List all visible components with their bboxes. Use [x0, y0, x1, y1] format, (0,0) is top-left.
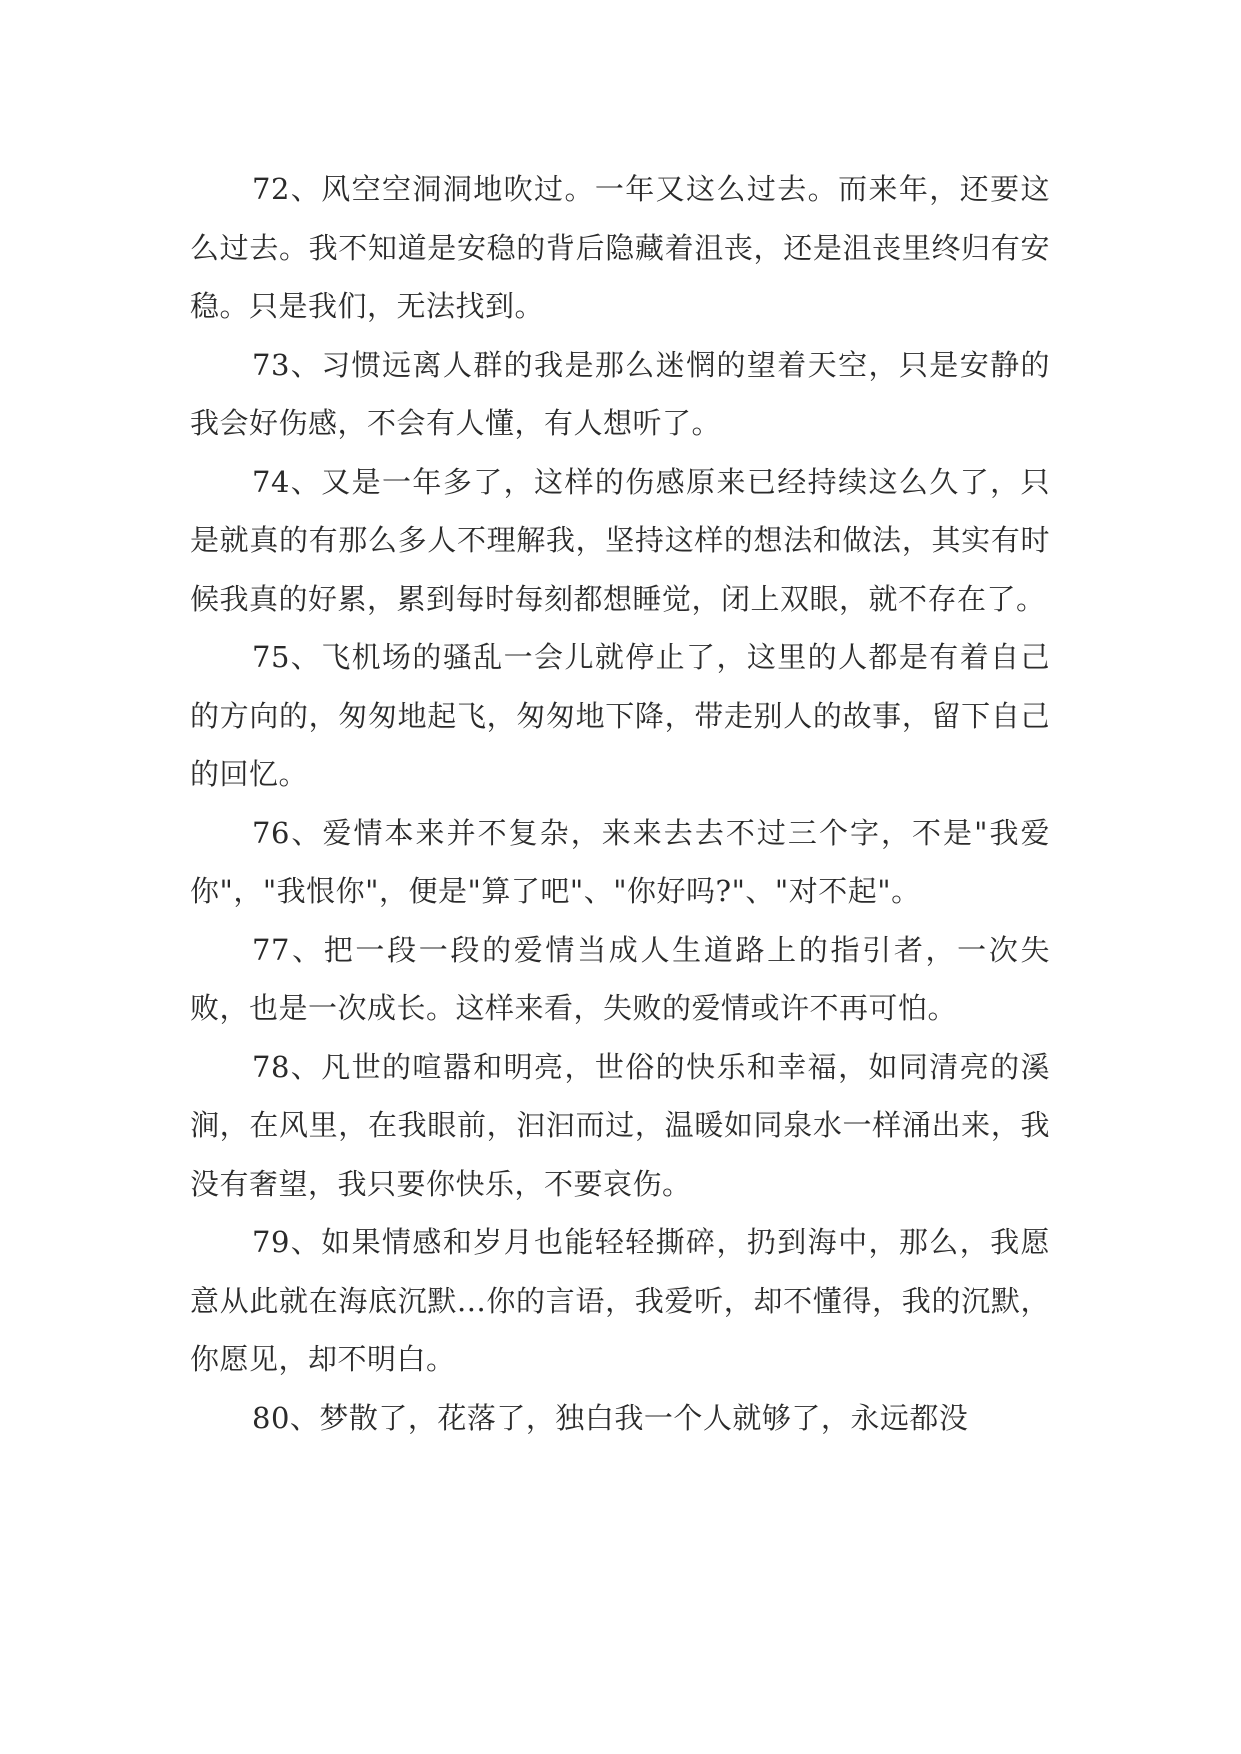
paragraph-75: 75、飞机场的骚乱一会儿就停止了，这里的人都是有着自己的方向的，匆匆地起飞，匆匆地下降，带走别人的故事，留下自己的回忆。 [190, 640, 1050, 791]
paragraph-79: 79、如果情感和岁月也能轻轻撕碎，扔到海中，那么，我愿意从此就在海底沉默...你的言语，我爱听，却不懂得，我的沉默，你愿见，却不明白。 [190, 1225, 1050, 1376]
paragraph-74: 74、又是一年多了，这样的伤感原来已经持续这么久了，只是就真的有那么多人不理解我，坚持这样的想法和做法，其实有时候我真的好累，累到每时每刻都想睡觉，闭上双眼，就不存在了。 [190, 464, 1050, 616]
paragraph-77: 77、把一段一段的爱情当成人生道路上的指引者，一次失败，也是一次成长。这样来看，失败的爱情或许不再可怕。 [190, 932, 1050, 1025]
paragraph-78: 78、凡世的喧嚣和明亮，世俗的快乐和幸福，如同清亮的溪涧，在风里，在我眼前，汩汩而过，温暖如同泉水一样涌出来，我没有奢望，我只要你快乐，不要哀伤。 [190, 1049, 1050, 1201]
paragraph-76: 76、爱情本来并不复杂，来来去去不过三个字，不是"我爱你"，"我恨你"，便是"算了吧"、"你好吗?"、"对不起"。 [190, 815, 1050, 908]
paragraph-72: 72、风空空洞洞地吹过。一年又这么过去。而来年，还要这么过去。我不知道是安稳的背后隐藏着沮丧，还是沮丧里终归有安稳。只是我们，无法找到。 [190, 172, 1050, 323]
document-body [190, 160, 1050, 1447]
paragraph-73: 73、习惯远离人群的我是那么迷惘的望着天空，只是安静的我会好伤感，不会有人懂，有人想听了。 [190, 347, 1050, 440]
paragraph-80: 80、梦散了，花落了，独白我一个人就够了，永远都没 [252, 1400, 969, 1435]
